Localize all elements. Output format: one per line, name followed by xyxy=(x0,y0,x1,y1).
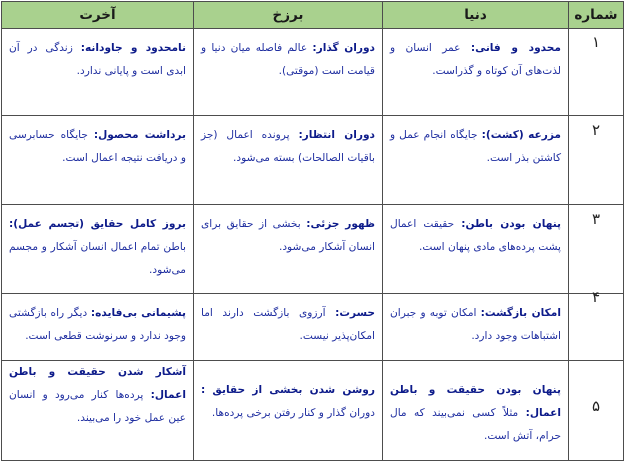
row-number: ۲ xyxy=(569,116,624,205)
header-row xyxy=(2,2,624,29)
row-number: ۵ xyxy=(569,361,624,461)
row-number: ۴ xyxy=(569,294,624,361)
table-row xyxy=(2,294,624,361)
cell-dunya: پنهان بودن باطن: حقیقت اعمال پشت پرده‌های مادی پنهان است. xyxy=(383,205,569,294)
header-barzakh: برزخ xyxy=(194,2,383,29)
cell-dunya: پنهان بودن حقیقت و باطن اعمال: مثلاً کسی نمی‌بیند که مال حرام، آتش است. xyxy=(383,361,569,461)
cell-dunya: مزرعه (کشت): جایگاه انجام عمل و کاشتن بذر است. xyxy=(383,116,569,205)
cell-barzakh: ظهور جزئی: بخشی از حقایق برای انسان آشکار می‌شود. xyxy=(194,205,383,294)
row-number: ۳ xyxy=(569,205,624,294)
row-number: ۱ xyxy=(569,29,624,116)
cell-dunya: امکان بازگشت: امکان توبه و جبران اشتباهات وجود دارد. xyxy=(383,294,569,361)
table-row xyxy=(2,205,624,294)
table-row xyxy=(2,361,624,461)
cell-barzakh: دوران گذار: عالم فاصله میان دنیا و قیامت است (موقتی). xyxy=(194,29,383,116)
cell-akherat: نامحدود و جاودانه: زندگی در آن ابدی است و پایانی ندارد. xyxy=(2,29,194,116)
cell-akherat: بروز کامل حقایق (تجسم عمل): باطن تمام اعمال انسان آشکار و مجسم می‌شود. xyxy=(2,205,194,294)
comparison-table xyxy=(1,1,624,461)
table-row xyxy=(2,29,624,116)
cell-akherat: برداشت محصول: جایگاه حسابرسی و دریافت نتیجه اعمال است. xyxy=(2,116,194,205)
header-akherat: آخرت xyxy=(2,2,194,29)
cell-akherat: پشیمانی بی‌فایده: دیگر راه بازگشتی وجود ندارد و سرنوشت قطعی است. xyxy=(2,294,194,361)
header-dunya: دنیا xyxy=(383,2,569,29)
cell-barzakh: روشن شدن بخشی از حقایق : دوران گذار و کنار رفتن برخی پرده‌ها. xyxy=(194,361,383,461)
header-number: شماره xyxy=(569,2,624,29)
table-row xyxy=(2,116,624,205)
cell-dunya: محدود و فانی: عمر انسان و لذت‌های آن کوتاه و گذراست. xyxy=(383,29,569,116)
cell-akherat: آشکار شدن حقیقت و باطن اعمال: پرده‌ها کنار می‌رود و انسان عین عمل خود را می‌بیند. xyxy=(2,361,194,461)
cell-barzakh: دوران انتظار: پرونده اعمال (جز باقیات الصالحات) بسته می‌شود. xyxy=(194,116,383,205)
cell-barzakh: حسرت: آرزوی بازگشت دارند اما امکان‌پذیر نیست. xyxy=(194,294,383,361)
